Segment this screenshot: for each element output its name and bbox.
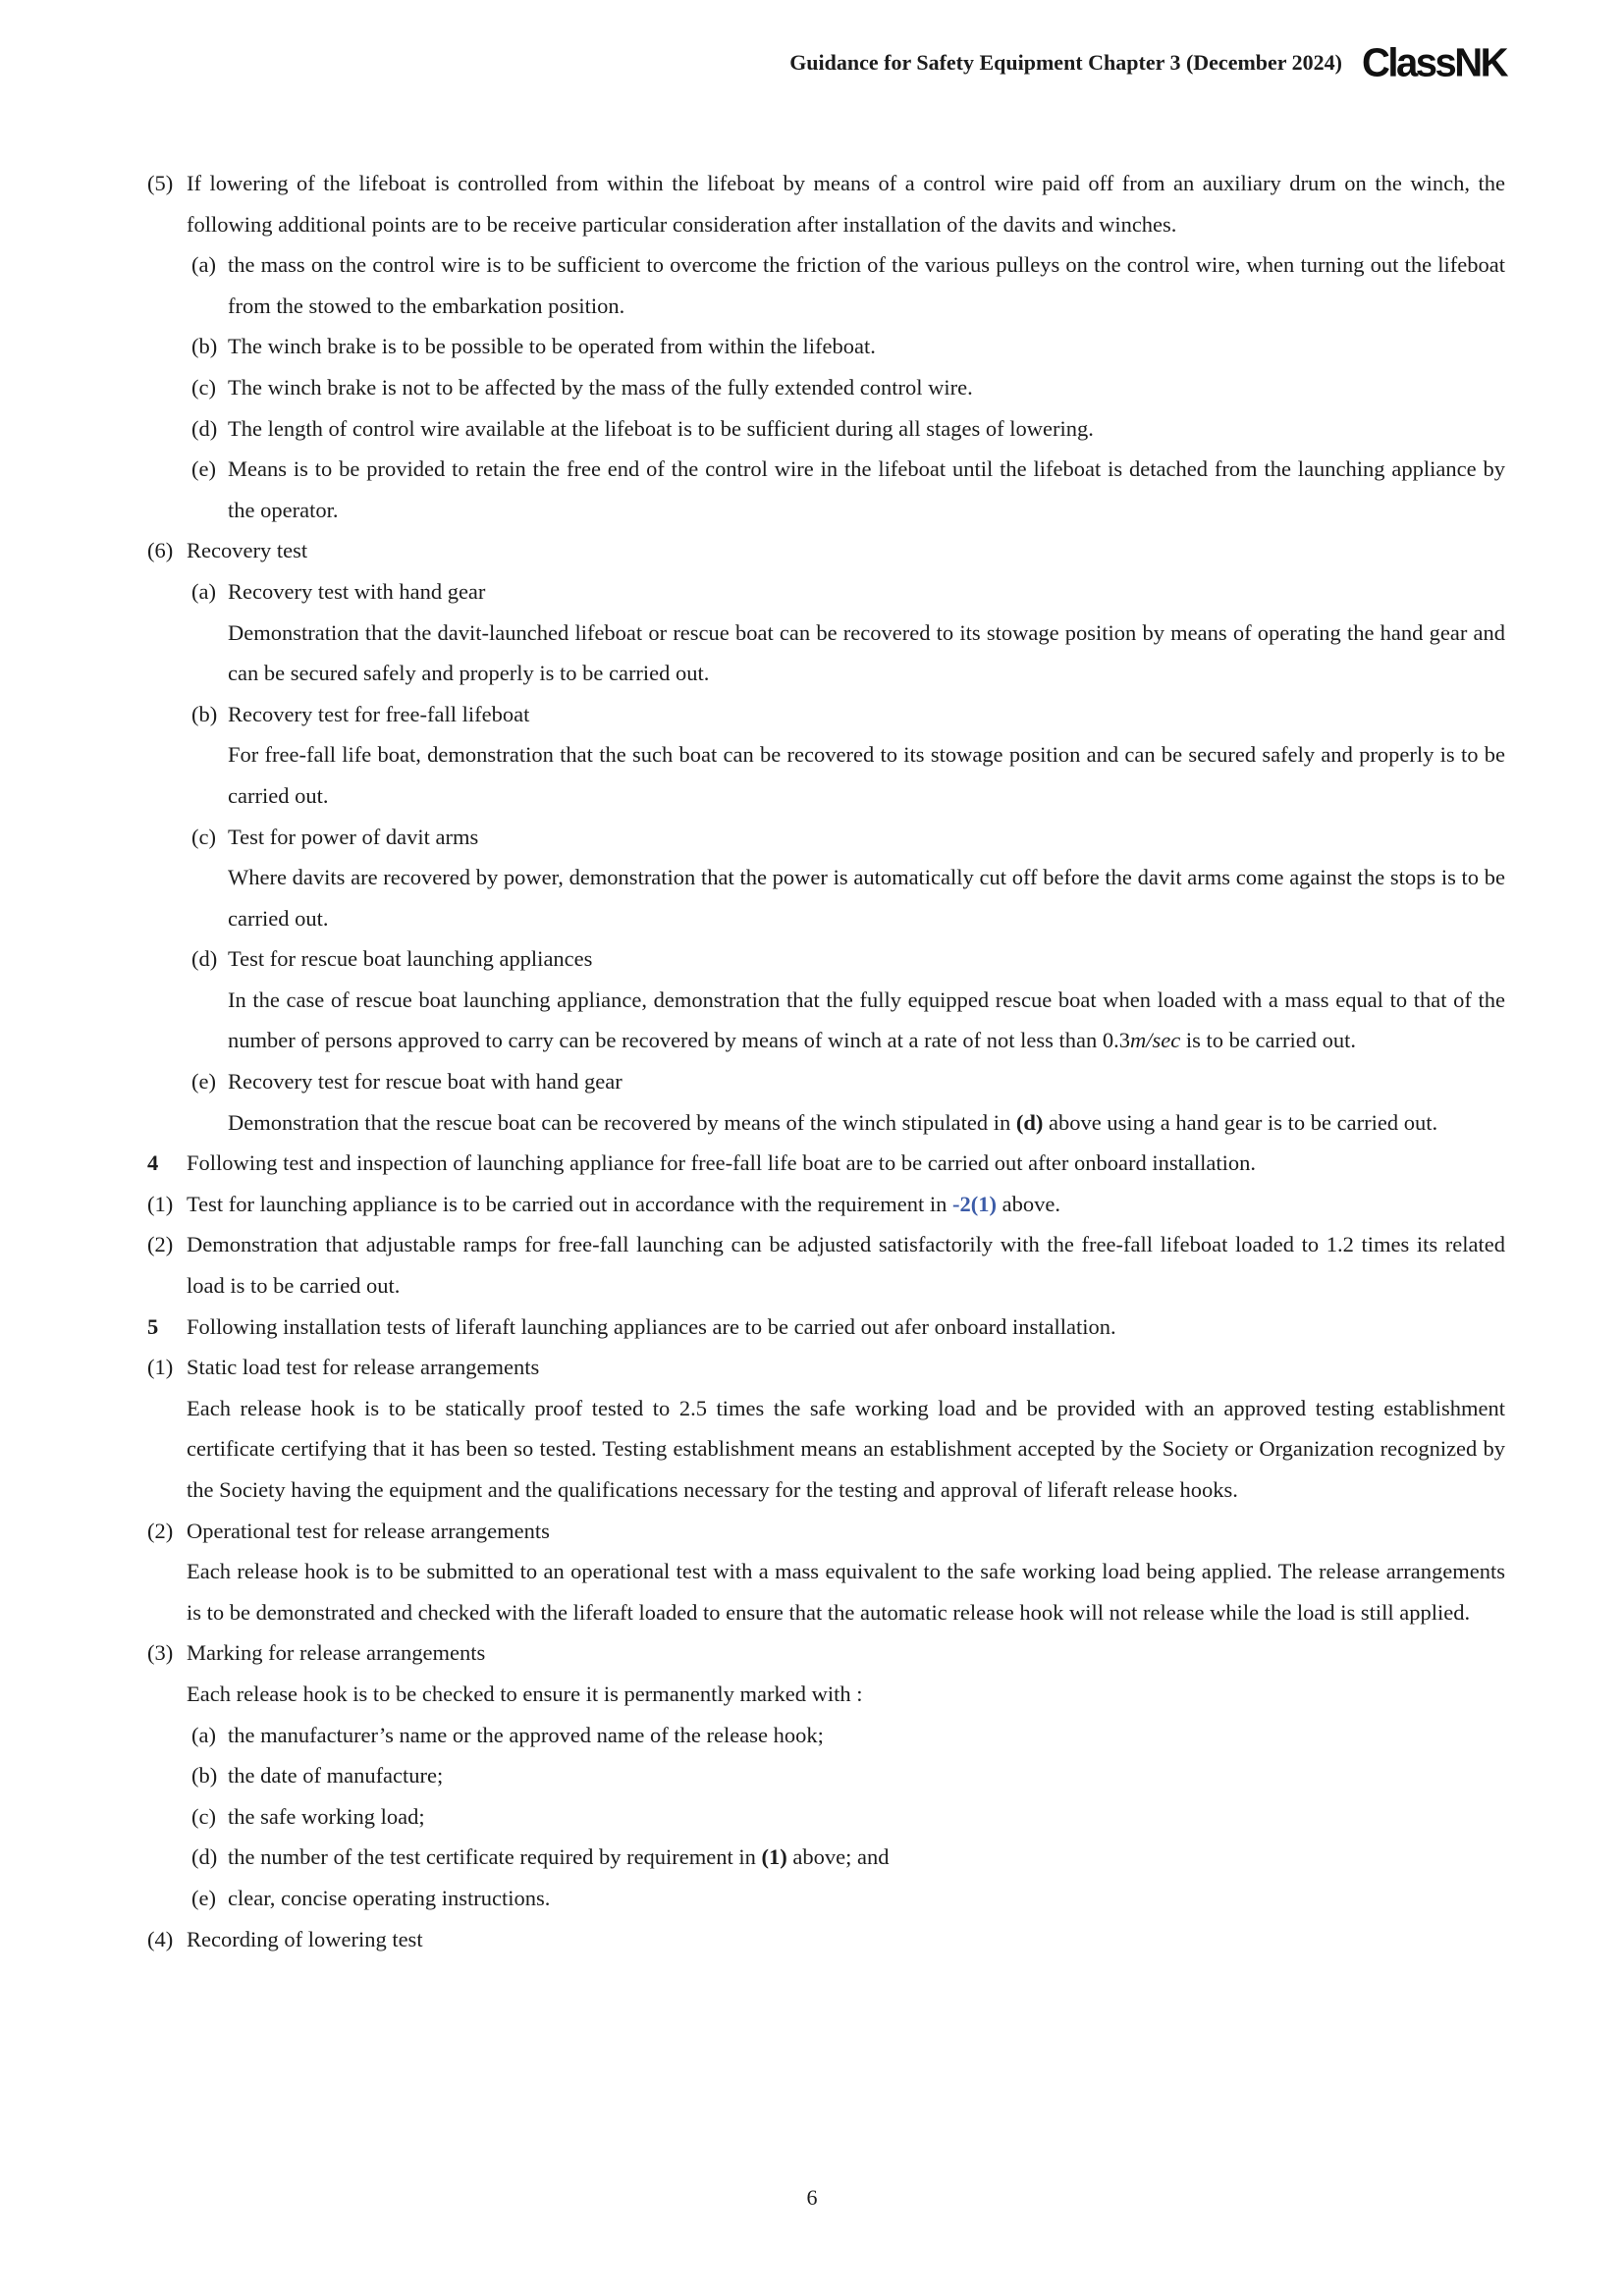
text-segment: Marking for release arrangements (187, 1640, 486, 1666)
document-paragraph (147, 163, 1505, 244)
document-paragraph (191, 1796, 1505, 1838)
item-marker: (1) (147, 1355, 174, 1380)
item-marker: (5) (147, 171, 174, 195)
text-segment: Each release hook is to be statically proof tested to 2.5 times the safe working load and be provided with an approved testing establishment certificate certifying that it has been so tested. Testing establishment means an establishment accepted by the Society or Organization recognized by the Society having the equipment and the qualifications necessary for the testing and approval of liferaft release hooks. (187, 1395, 1505, 1502)
document-paragraph (228, 613, 1505, 694)
document-paragraph (228, 1102, 1505, 1144)
item-marker: (a) (191, 1722, 216, 1747)
text-segment: clear, concise operating instructions. (228, 1885, 551, 1910)
document-paragraph (147, 1632, 1505, 1674)
document-paragraph (191, 1715, 1505, 1756)
item-marker: (3) (147, 1640, 174, 1666)
item-marker: (d) (191, 1844, 218, 1870)
page-number: 6 (806, 2185, 818, 2210)
document-paragraph (191, 408, 1505, 450)
item-marker: (a) (191, 578, 216, 604)
document-paragraph (187, 1674, 1505, 1715)
document-paragraph (228, 734, 1505, 816)
document-paragraph (191, 938, 1505, 980)
text-segment: The winch brake is not to be affected by the mass of the fully extended control wire. (228, 374, 973, 400)
document-paragraph (228, 980, 1505, 1061)
document-paragraph (187, 1388, 1505, 1511)
text-segment: Operational test for release arrangements (187, 1518, 550, 1543)
document-paragraph (191, 449, 1505, 530)
text-segment: The winch brake is to be possible to be operated from within the lifeboat. (228, 334, 876, 359)
text-segment: Recording of lowering test (187, 1926, 423, 1951)
text-segment: Test for power of davit arms (228, 824, 479, 849)
text-segment: Demonstration that adjustable ramps for free-fall launching can be adjusted satisfactorily with the free-fall lifeboat loaded to 1.2 times its related load is to be carried out. (187, 1232, 1505, 1299)
text-segment: m/sec (1130, 1028, 1181, 1053)
item-marker: (c) (191, 824, 216, 849)
text-segment: Recovery test (187, 538, 308, 563)
document-paragraph (147, 1184, 1505, 1225)
document-paragraph (147, 1919, 1505, 1960)
text-segment: Static load test for release arrangements (187, 1355, 540, 1380)
document-paragraph (147, 1224, 1505, 1306)
document-paragraph (191, 1878, 1505, 1919)
classnk-logo: ClassNK (1361, 40, 1506, 85)
text-segment: Test for launching appliance is to be carried out in accordance with the requirement in (187, 1191, 952, 1216)
text-segment: Following test and inspection of launching appliance for free-fall life boat are to be carried out after onboard installation. (187, 1150, 1256, 1176)
document-body (0, 163, 1624, 1959)
text-segment: Means is to be provided to retain the free end of the control wire in the lifeboat until the lifeboat is detached from the launching appliance by the operator. (228, 456, 1505, 522)
text-segment: is to be carried out. (1180, 1028, 1356, 1053)
text-segment: Recovery test with hand gear (228, 578, 486, 604)
item-marker: (a) (191, 252, 216, 278)
document-paragraph (191, 694, 1505, 735)
document-paragraph (191, 1061, 1505, 1102)
item-marker: (e) (191, 1069, 216, 1095)
document-paragraph (191, 244, 1505, 326)
text-segment: If lowering of the lifeboat is controlled from within the lifeboat by means of a control wire paid off from an auxiliary drum on the winch, the following additional points are to be receive particular consideration after installation of the davits and winches. (187, 171, 1505, 237)
header-title: Guidance for Safety Equipment Chapter 3 (December 2024) (789, 49, 1342, 75)
document-paragraph (187, 1551, 1505, 1632)
document-paragraph (191, 326, 1505, 367)
text-segment: For free-fall life boat, demonstration that the such boat can be recovered to its stowage position and can be secured safely and properly is to be carried out. (228, 742, 1505, 808)
text-segment: the number of the test certificate required by requirement in (228, 1844, 762, 1870)
text-segment: The length of control wire available at the lifeboat is to be sufficient during all stages of lowering. (228, 415, 1094, 441)
document-paragraph (147, 530, 1505, 571)
text-segment: Where davits are recovered by power, demonstration that the power is automatically cut off before the davit arms come against the stops is to be carried out. (228, 865, 1505, 931)
document-paragraph (191, 571, 1505, 613)
document-paragraph (191, 1755, 1505, 1796)
page-header (0, 40, 1506, 85)
text-segment: Each release hook is to be checked to ensure it is permanently marked with : (187, 1681, 863, 1706)
item-marker: (b) (191, 334, 218, 359)
text-segment: Following installation tests of liferaft launching appliances are to be carried out afer onboard installation. (187, 1313, 1116, 1339)
text-segment: In the case of rescue boat launching appliance, demonstration that the fully equipped rescue boat when loaded with a mass equal to that of the number of persons approved to carry can be recovered by means of winch at a rate of not less than 0.3 (228, 987, 1505, 1053)
item-marker: (6) (147, 538, 174, 563)
text-segment: the manufacturer’s name or the approved name of the release hook; (228, 1722, 824, 1747)
item-marker: (1) (147, 1191, 174, 1216)
item-marker: (e) (191, 456, 216, 482)
text-segment: the mass on the control wire is to be sufficient to overcome the friction of the various pulleys on the control wire, when turning out the lifeboat from the stowed to the embarkation position. (228, 252, 1505, 318)
document-paragraph (147, 1143, 1505, 1184)
document-paragraph (191, 1837, 1505, 1878)
item-marker: (2) (147, 1518, 174, 1543)
text-segment: (1) (761, 1844, 787, 1870)
item-marker: (c) (191, 1803, 216, 1829)
item-marker: (b) (191, 701, 218, 726)
text-segment: Demonstration that the rescue boat can be recovered by means of the winch stipulated in (228, 1109, 1016, 1135)
text-segment: Test for rescue boat launching appliances (228, 946, 593, 972)
cross-reference-link[interactable]: -2(1) (952, 1191, 997, 1216)
text-segment: Recovery test for free-fall lifeboat (228, 701, 530, 726)
item-marker: (d) (191, 946, 218, 972)
item-marker: (d) (191, 415, 218, 441)
item-marker: 5 (147, 1313, 159, 1339)
text-segment: the safe working load; (228, 1803, 425, 1829)
item-marker: (2) (147, 1232, 174, 1257)
text-segment: (d) (1015, 1109, 1044, 1135)
text-segment: above; and (786, 1844, 890, 1870)
item-marker: 4 (147, 1150, 159, 1176)
document-paragraph (147, 1347, 1505, 1388)
item-marker: (e) (191, 1885, 216, 1910)
document-paragraph (191, 367, 1505, 408)
text-segment: above. (996, 1191, 1060, 1216)
text-segment: above using a hand gear is to be carried out. (1043, 1109, 1438, 1135)
page-footer (0, 2185, 1624, 2211)
item-marker: (b) (191, 1763, 218, 1789)
text-segment: Recovery test for rescue boat with hand gear (228, 1069, 623, 1095)
item-marker: (c) (191, 374, 216, 400)
text-segment: Each release hook is to be submitted to an operational test with a mass equivalent to the safe working load being applied. The release arrangements is to be demonstrated and checked with the liferaft loaded to ensure that the automatic release hook will not release while the load is still applied. (187, 1559, 1505, 1625)
text-segment: the date of manufacture; (228, 1763, 444, 1789)
document-paragraph (147, 1307, 1505, 1348)
document-paragraph (228, 857, 1505, 938)
text-segment: Demonstration that the davit-launched lifeboat or rescue boat can be recovered to its stowage position by means of operating the hand gear and can be secured safely and properly is to be carried out. (228, 619, 1505, 686)
document-paragraph (147, 1511, 1505, 1552)
document-paragraph (191, 817, 1505, 858)
item-marker: (4) (147, 1926, 174, 1951)
